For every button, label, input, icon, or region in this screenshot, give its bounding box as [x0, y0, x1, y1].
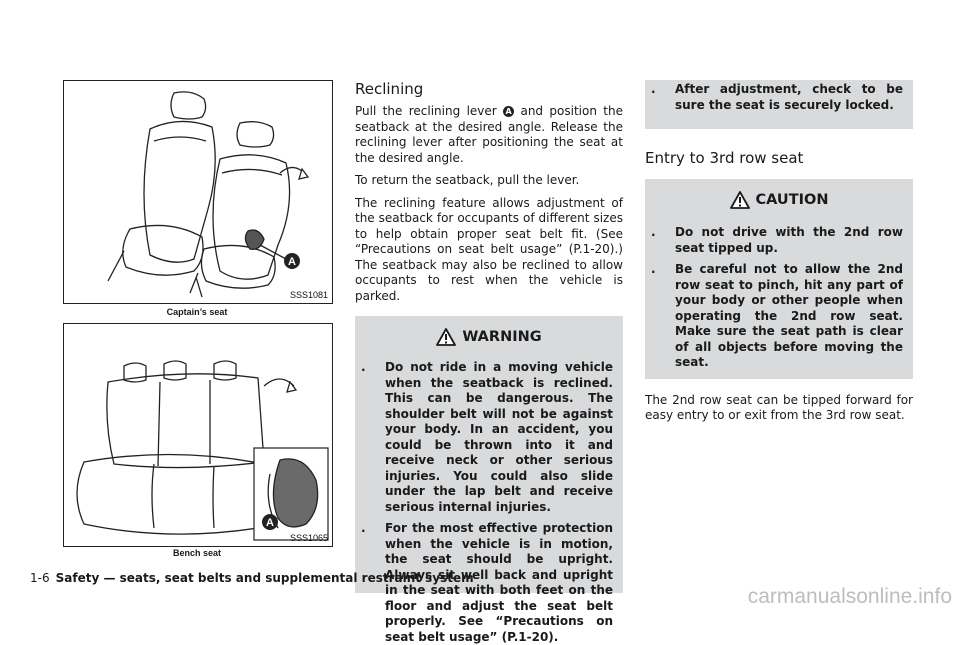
captains-seat-illustration: [64, 81, 332, 303]
figure-callout-a: A: [288, 256, 296, 268]
entry-column: [645, 80, 913, 424]
figure-caption: Captain’s seat: [166, 307, 228, 317]
warning-icon: [436, 328, 456, 346]
list-item: . For the most effective protection when the vehicle is in motion, the seat should be upright. Always sit well back and upright in the seat with both feet on the floor and adjust the seat belt properly. See “Precautions on seat belt usage” (P.1-20).: [361, 521, 613, 644]
warning-list: [355, 346, 623, 645]
callout-a-marker: A: [503, 106, 514, 117]
figure-caption: Bench seat: [172, 548, 222, 558]
list-item: . Be careful not to allow the 2nd row seat to pinch, hit any part of your body or other people when operating the 2nd row seat. Make sure the seat path is clear of all objects before moving the seat.: [651, 262, 903, 369]
list-item-text: Do not drive with the 2nd row seat tipped up.: [675, 225, 903, 255]
page-footer: [30, 571, 474, 585]
text-run: Pull the reclining lever: [355, 104, 504, 118]
figure-code: SSS1065: [289, 533, 328, 543]
reclining-column: [355, 80, 623, 644]
page-number: 1-6: [30, 571, 50, 585]
entry-body-text: The 2nd row seat can be tipped forward for easy entry to or exit from the 3rd row seat.: [645, 392, 913, 422]
bench-seat-illustration: [64, 324, 332, 546]
figure-bench-seat: [63, 323, 333, 547]
caution-title: CAUTION: [755, 192, 829, 208]
caution-box: [645, 179, 913, 379]
list-item: . Do not ride in a moving vehicle when the seatback is reclined. This can be dangerous. The shoulder belt will not be against your body. In an accident, you could be thrown into it and receive neck or other serious injuries. You could also slide under the lap belt and receive serious internal injuries.: [361, 360, 613, 514]
reclining-paragraph-2: To return the seatback, pull the lever.: [355, 173, 580, 187]
list-item-text: Do not ride in a moving vehicle when the seatback is reclined. This can be dangerous. The shoulder belt will not be against your body. In an accident, you could be thrown into it and receive neck or other serious injuries. You could also slide under the lap belt and receive serious internal injuries.: [385, 360, 613, 514]
warning-icon: [730, 191, 750, 209]
list-item: . After adjustment, check to be sure the seat is securely locked.: [651, 82, 903, 112]
figure-captains-seat: [63, 80, 333, 304]
warning-list-continued: [645, 82, 913, 113]
section-title: Safety — seats, seat belts and supplemental restraint system: [55, 571, 474, 585]
warning-box: [355, 316, 623, 644]
list-item: . Do not drive with the 2nd row seat tipped up.: [651, 225, 903, 255]
list-item-text: Be careful not to allow the 2nd row seat to pinch, hit any part of your body or other people when operating the 2nd row seat. Make sure the seat path is clear of all objects before moving the seat.: [675, 262, 903, 369]
section-heading-reclining: Reclining: [355, 80, 424, 98]
warning-title: WARNING: [462, 329, 542, 345]
watermark: carmanualsonline.info: [747, 585, 952, 608]
warning-header: [355, 316, 623, 346]
caution-header: [645, 179, 913, 209]
figure-code: SSS1081: [289, 290, 328, 300]
warning-box-continued: [645, 80, 913, 129]
reclining-paragraph-3: The reclining feature allows adjustment of the seatback for occupants of different sizes to help obtain proper seat belt fit. (See “Precautions on seat belt usage” (P.1-20).) The seatback may also be reclined to allow occupants to rest when the vehicle is parked.: [355, 195, 623, 303]
text-run: and position the seatback at the desired angle. Release the reclining lever after positioning the seat at the desired angle.: [355, 104, 623, 165]
caution-list: [645, 209, 913, 371]
section-heading-entry: Entry to 3rd row seat: [645, 149, 804, 167]
figure-callout-a: A: [266, 517, 274, 529]
reclining-paragraph-1: [355, 104, 623, 166]
list-item-text: After adjustment, check to be sure the seat is securely locked.: [675, 82, 903, 112]
list-item-text: For the most effective protection when the vehicle is in motion, the seat should be upright. Always sit well back and upright in the seat with both feet on the floor and adjust the seat belt properly. See “Precautions on seat belt usage” (P.1-20).: [385, 521, 613, 644]
